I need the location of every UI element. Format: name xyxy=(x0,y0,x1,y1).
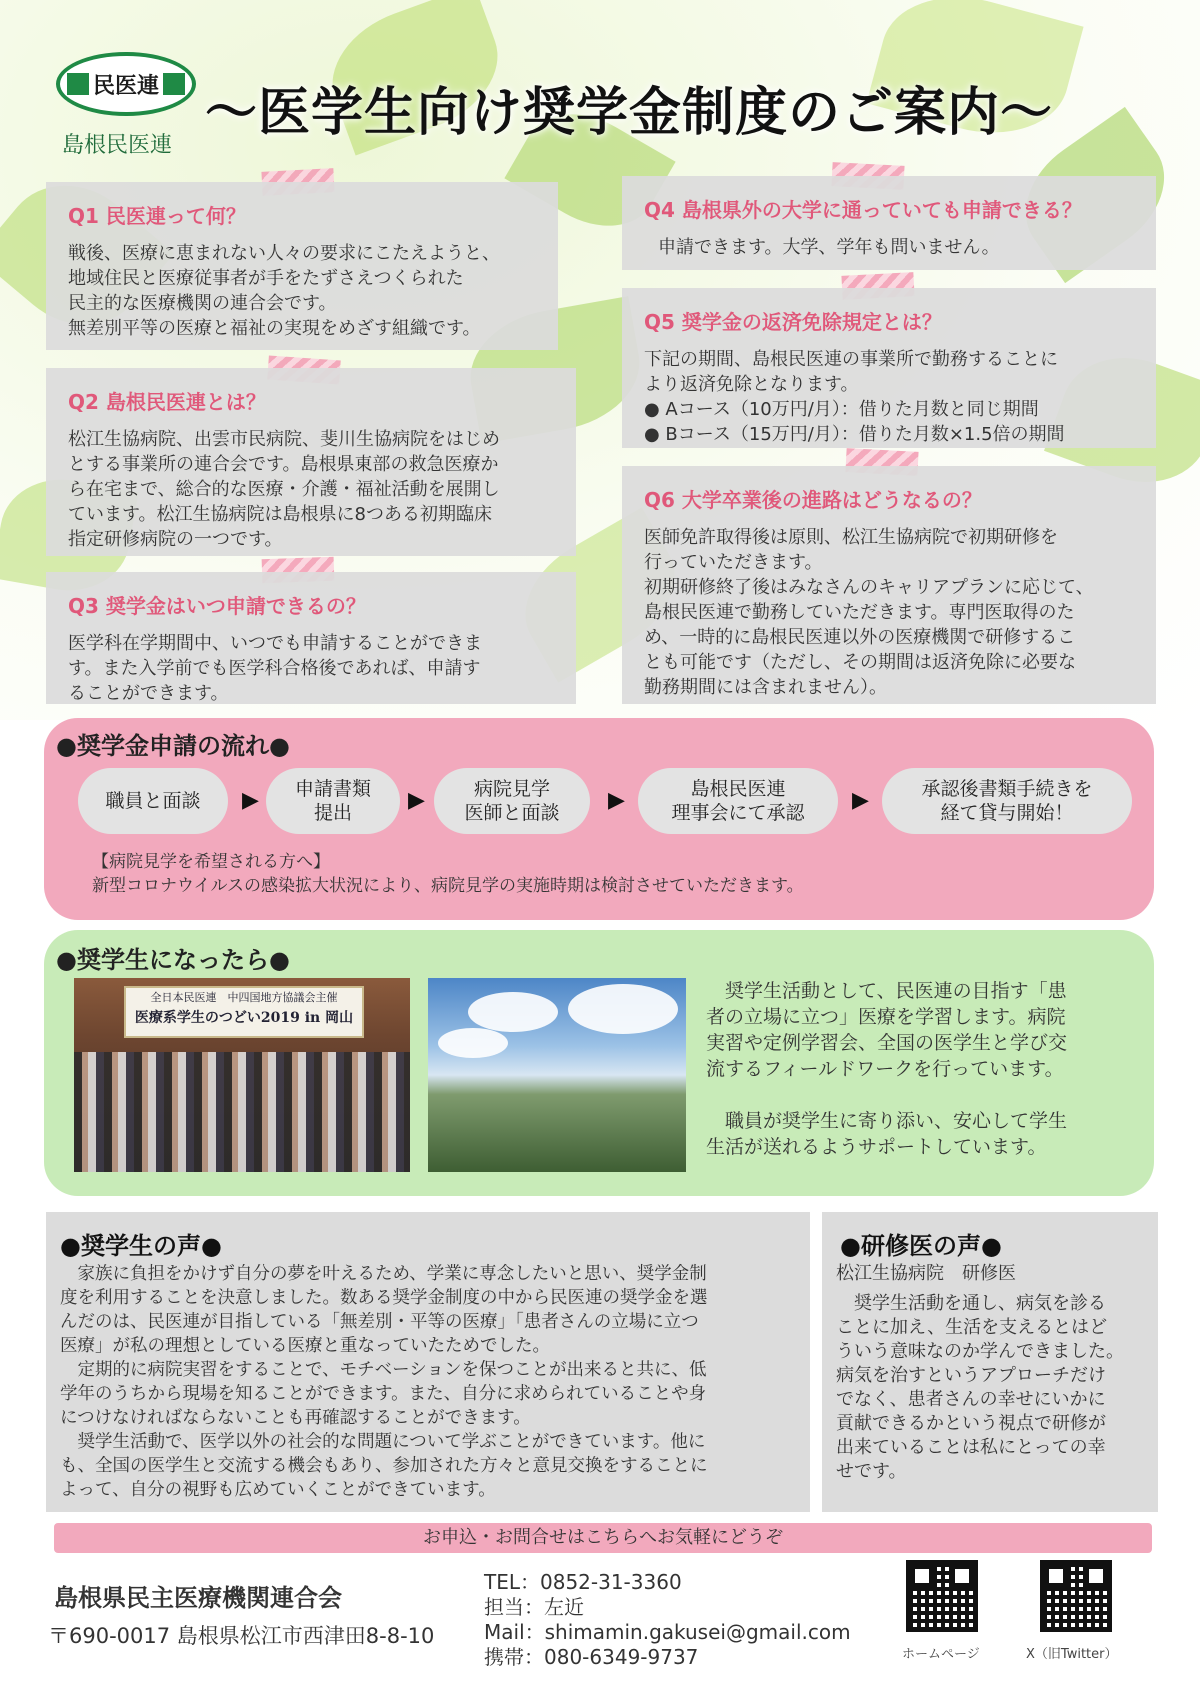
flow-step-submit: 申請書類 提出 xyxy=(266,768,400,834)
question-title: Q2 島根民医連とは？ xyxy=(68,390,266,414)
answer-text: 申請できます。大学、学年も問いません。 xyxy=(658,237,1000,258)
flow-arrow-icon: ▶ xyxy=(852,788,869,813)
logo-subtitle: 島根民医連 xyxy=(62,133,173,158)
address: 〒690-0017 島根県松江市西津田8-8-10 xyxy=(48,1624,435,1648)
event-banner: 全日本民医連 中四国地方協議会主催 医療系学生のつどい2019 in 岡山 xyxy=(124,986,364,1038)
question-title: Q1 民医連って何？ xyxy=(68,204,246,228)
logo-text: 民医連 xyxy=(89,69,163,100)
application-flow-section xyxy=(44,718,1154,920)
flow-note: 【病院見学を希望される方へ】 新型コロナウイルスの感染拡大状況により、病院見学の実施時期は検討させていただきます。 xyxy=(92,852,804,896)
flow-step-start: 承認後書類手続きを 経て貸与開始！ xyxy=(882,768,1132,834)
group-photo xyxy=(74,978,410,1172)
flow-arrow-icon: ▶ xyxy=(608,788,625,813)
twitter-qr-label: X（旧Twitter） xyxy=(1026,1647,1118,1662)
answer-text: 下記の期間、島根民医連の事業所で勤務することに より返済免除となります。 ● Aコース（10万円/月）：借りた月数と同じ期間 ● Bコース（15万円/月）：借りた月数×1.5倍の期間 xyxy=(644,349,1065,445)
organization-name: 島根県民主医療機関連合会 xyxy=(54,1584,342,1612)
qa-card-q3 xyxy=(46,572,576,704)
answer-text: 松江生協病院、出雲市民病院、斐川生協病院をはじめ とする事業所の連合会です。島根県東部の救急医療か ら在宅まで、総合的な医療・介護・福祉活動を展開し ています。松江生協病院は島根県に8つある初期臨床 指定研修病院の一つです。 xyxy=(68,429,500,550)
question-title: Q6 大学卒業後の進路はどうなるの？ xyxy=(644,488,982,512)
flow-step-visit: 病院見学 医師と面談 xyxy=(434,768,590,834)
homepage-qr-label: ホームページ xyxy=(902,1647,980,1662)
contact-details xyxy=(484,1570,851,1670)
flow-arrow-icon: ▶ xyxy=(242,788,259,813)
qa-card-q5 xyxy=(622,288,1156,448)
answer-text: 戦後、医療に恵まれない人々の要求にこたえようと、 地域住民と医療従事者が手をたずさえつくられた 民主的な医療機関の連合会です。 無差別平等の医療と福祉の実現をめざす組織です。 xyxy=(68,243,500,339)
question-title: Q4 島根県外の大学に通っていても申請できる？ xyxy=(644,198,1082,222)
qa-card-q4 xyxy=(622,176,1156,270)
answer-text: 医師免許取得後は原則、松江生協病院で初期研修を 行っていただきます。 初期研修終了後はみなさんのキャリアプランに応じて、 島根民医連で勤務していただきます。専門医取得のた め、一時的に島根民医連以外の医療機関で研修するこ とも可能です（ただし、その期間は返済免除に必要な 勤務期間には含まれません）。 xyxy=(644,527,1094,698)
scholar-description: 奨学生活動として、民医連の目指す「患 者の立場に立つ」医療を学習します。病院 実習や定例学習会、全国の医学生と学び交 流するフィールドワークを行っています。 職員が奨学生に寄り添い、安心して学生 生活が送れるようサポートしています。 xyxy=(706,980,1068,1158)
student-voice-section xyxy=(46,1212,810,1512)
scholar-activity-section xyxy=(44,930,1154,1196)
contact-banner: お申込・お問合せはこちらへお気軽にどうぞ xyxy=(54,1523,1152,1553)
question-title: Q3 奨学金はいつ申請できるの？ xyxy=(68,594,366,618)
qa-card-q2 xyxy=(46,368,576,556)
resident-voice-title: ●研修医の声● xyxy=(840,1232,1002,1260)
resident-voice-text: 奨学生活動を通し、病気を診る ことに加え、生活を支えるとはど ういう意味なのか学んできました。 病気を治すというアプローチだけ でなく、患者さんの幸せにいかに 貢献できるかという視点で研修が 出来ていることは私にとっての幸 せです。 xyxy=(836,1293,1124,1482)
mobile-number: 携帯：080-6349-9737 xyxy=(484,1645,699,1669)
resident-voice-subtitle: 松江生協病院 研修医 xyxy=(836,1263,1016,1284)
fieldwork-photo xyxy=(428,978,686,1172)
flow-title: ●奨学金申請の流れ● xyxy=(56,732,290,760)
email-link[interactable]: Mail：shimamin.gakusei@gmail.com xyxy=(484,1620,851,1644)
student-voice-text: 家族に負担をかけず自分の夢を叶えるため、学業に専念したいと思い、奨学金制 度を利用することを決意しました。数ある奨学金制度の中から民医連の奨学金を選 んだのは、民医連が目指している「無差別・平等の医療」「患者さんの立場に立つ 医療」が私の理想としている医療と重なっていたためでした。 定期的に病院実習をすることで、モチベーションを保つことが出来ると共に、低 学年のうちから現場を知ることができます。また、自分に求められていることや身 につけなければならないことも再確認することができます。 奨学生活動で、医学以外の社会的な問題について学ぶことができています。他に も、全国の医学生と交流する機会もあり、参加された方々と意見交換をすることに よって、自分の視野も広めていくことができています。 xyxy=(60,1264,708,1500)
qa-card-q6 xyxy=(622,466,1156,704)
page-title: 〜医学生向け奨学金制度のご案内〜 xyxy=(205,83,1054,143)
twitter-qr-code[interactable] xyxy=(1040,1560,1112,1632)
minirenen-logo xyxy=(56,52,196,116)
student-voice-title: ●奨学生の声● xyxy=(60,1232,222,1260)
answer-text: 医学科在学期間中、いつでも申請することができま す。また入学前でも医学科合格後であれば、申請す ることができます。 xyxy=(68,633,482,704)
flow-step-approval: 島根民医連 理事会にて承認 xyxy=(638,768,838,834)
flow-step-interview: 職員と面談 xyxy=(78,768,228,834)
resident-voice-section xyxy=(822,1212,1158,1512)
contact-person: 担当：左近 xyxy=(484,1595,584,1619)
qa-card-q1 xyxy=(46,182,558,350)
scholar-title: ●奨学生になったら● xyxy=(56,946,290,974)
tel-number: TEL：0852-31-3360 xyxy=(484,1570,682,1594)
homepage-qr-code[interactable] xyxy=(906,1560,978,1632)
flow-arrow-icon: ▶ xyxy=(408,788,425,813)
question-title: Q5 奨学金の返済免除規定とは？ xyxy=(644,310,942,334)
